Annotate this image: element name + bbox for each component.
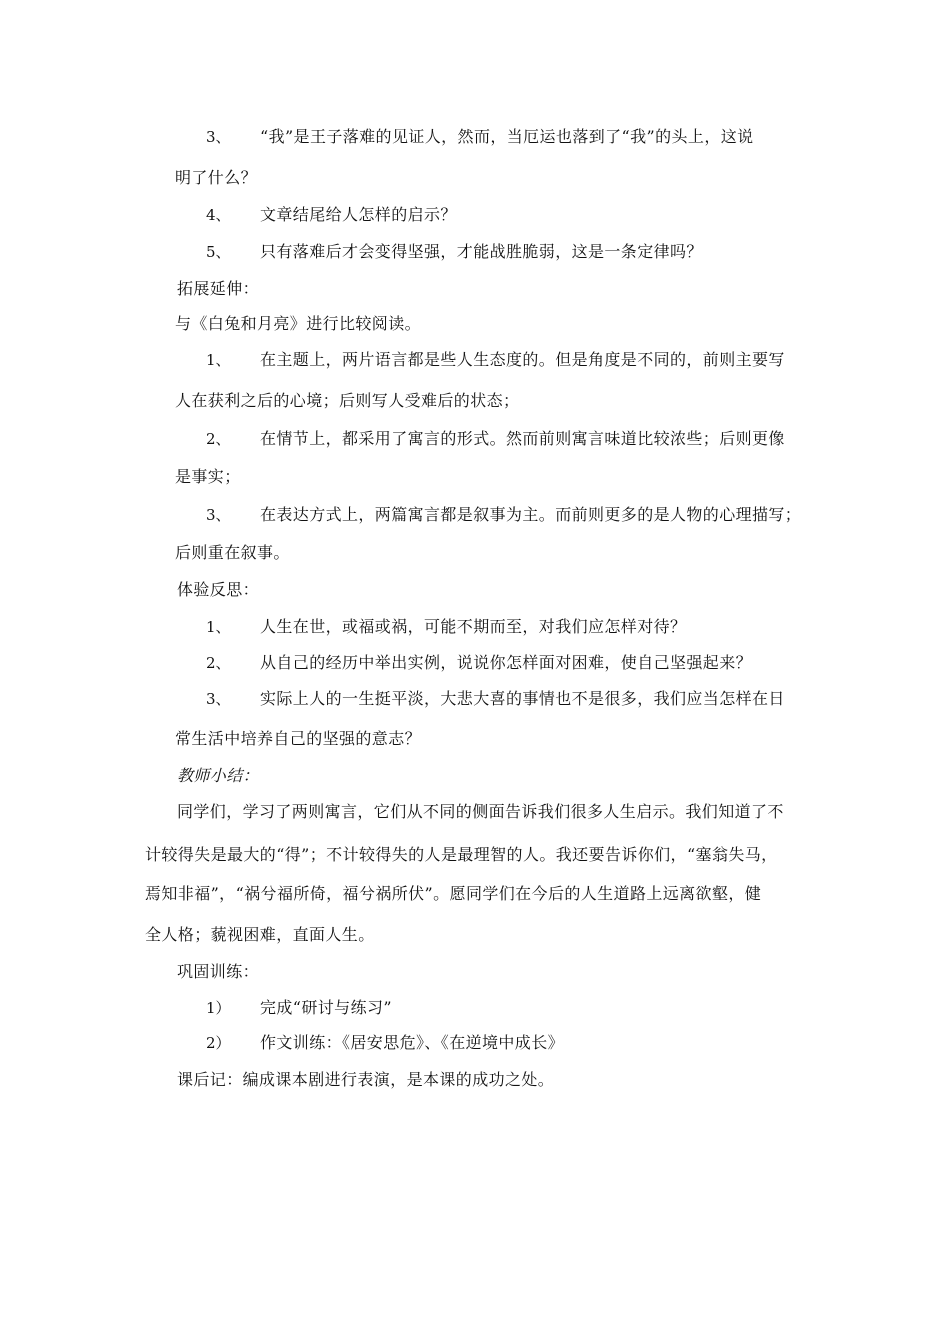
question-5-text: 只有落难后才会变得坚强，才能战胜脆弱，这是一条定律吗？ (260, 242, 703, 261)
extension-heading: 拓展延伸： (177, 279, 260, 298)
practice-item-2-text: 作文训练：《居安思危》、《在逆境中成长》 (260, 1033, 565, 1052)
question-4-number: 4、 (206, 206, 231, 224)
extension-item-1-number: 1、 (206, 351, 231, 369)
extension-item-3-text: 在表达方式上，两篇寓言都是叙事为主。而前则更多的是人物的心理描写； (260, 505, 802, 524)
practice-item-1-number: 1） (206, 999, 231, 1017)
afterword: 课后记：编成课本剧进行表演，是本课的成功之处。 (177, 1070, 555, 1089)
reflection-item-2-text: 从自己的经历中举出实例，说说你怎样面对困难，使自己坚强起来？ (260, 653, 753, 672)
extension-item-3-number: 3、 (206, 506, 231, 524)
practice-item-2-number: 2） (206, 1034, 231, 1052)
summary-line-3: 焉知非福”，“祸兮福所倚，福兮祸所伏”。愿同学们在今后的人生道路上远离欲壑，健 (145, 884, 762, 903)
extension-item-1-text: 在主题上，两片语言都是些人生态度的。但是角度是不同的，前则主要写 (260, 350, 785, 369)
extension-item-2-number: 2、 (206, 430, 231, 448)
question-3-continuation: 明了什么？ (175, 168, 258, 187)
reflection-item-3-continuation: 常生活中培养自己的坚强的意志？ (175, 729, 422, 748)
reflection-heading: 体验反思： (177, 580, 260, 599)
question-3-number: 3、 (206, 128, 231, 146)
practice-heading: 巩固训练： (177, 962, 260, 981)
question-3-text: “我”是王子落难的见证人，然而，当厄运也落到了“我”的头上，这说 (260, 127, 754, 146)
practice-item-1-text: 完成“研讨与练习” (260, 998, 392, 1017)
reflection-item-3-number: 3、 (206, 690, 231, 708)
question-5-number: 5、 (206, 243, 231, 261)
extension-item-2-continuation: 是事实； (175, 467, 241, 486)
summary-line-1: 同学们，学习了两则寓言，它们从不同的侧面告诉我们很多人生启示。我们知道了不 (177, 802, 784, 821)
extension-item-2-text: 在情节上，都采用了寓言的形式。然而前则寓言味道比较浓些；后则更像 (260, 429, 785, 448)
reflection-item-2-number: 2、 (206, 654, 231, 672)
reflection-item-3-text: 实际上人的一生挺平淡，大悲大喜的事情也不是很多，我们应当怎样在日 (260, 689, 785, 708)
summary-line-2: 计较得失是最大的“得”；不计较得失的人是最理智的人。我还要告诉你们，“塞翁失马， (145, 845, 778, 864)
extension-item-1-continuation: 人在获利之后的心境；后则写人受难后的状态； (175, 391, 520, 410)
reflection-item-1-text: 人生在世，或福或祸，可能不期而至，对我们应怎样对待？ (260, 617, 687, 636)
summary-line-4: 全人格；藐视困难，直面人生。 (145, 925, 375, 944)
extension-item-3-continuation: 后则重在叙事。 (175, 543, 290, 562)
summary-heading: 教师小结： (177, 766, 260, 785)
question-4-text: 文章结尾给人怎样的启示？ (260, 205, 457, 224)
extension-intro: 与《白兔和月亮》进行比较阅读。 (175, 314, 422, 333)
reflection-item-1-number: 1、 (206, 618, 231, 636)
